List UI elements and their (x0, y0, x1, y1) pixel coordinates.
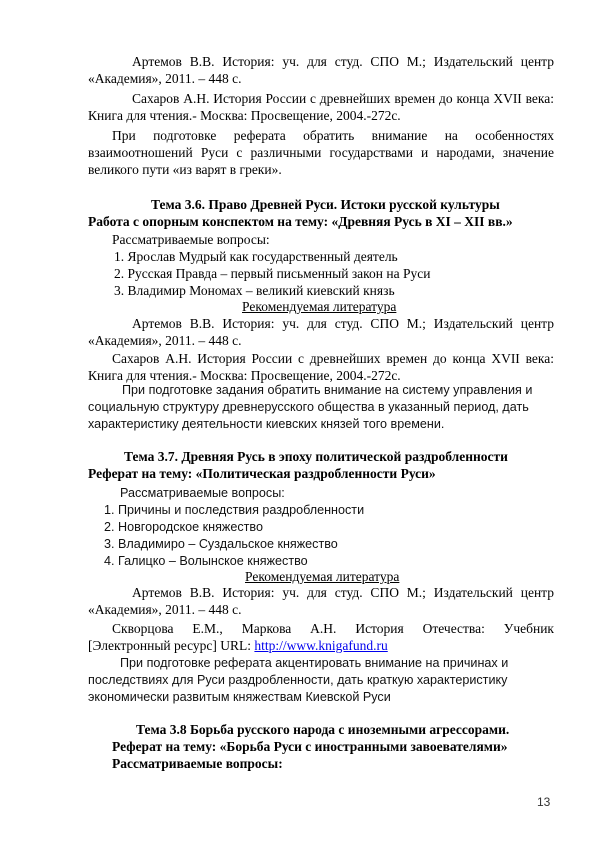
preparation-note-end: характеристику деятельности киевских князей того времени. (88, 417, 445, 431)
questions-label: Рассматриваемые вопросы: (120, 486, 285, 500)
reference-artemov: Артемов В.В. История: уч. для студ. СПО М.; Издательский центр (132, 316, 554, 331)
literature-heading: Рекомендуемая литература (245, 569, 400, 584)
reference-skvortsova: Скворцова Е.М., Маркова А.Н. История Отечества: Учебник (112, 621, 554, 636)
page-number: 13 (537, 795, 551, 809)
topic-3-6-title: Тема 3.6. Право Древней Руси. Истоки русской культуры (151, 197, 500, 212)
question-item: 1. Ярослав Мудрый как государственный деятель (114, 249, 398, 264)
preparation-note-cont: взаимоотношений Руси с различными государствами и народами, значение (88, 145, 554, 160)
topic-3-6-subtitle: Работа с опорным конспектом на тему: «Древняя Русь в XI – XII вв.» (88, 214, 513, 229)
reference-sakharov-cont: Книга для чтения.- Москва: Просвещение, 2004.-272с. (88, 108, 401, 123)
preparation-note-cont: социальную структуру древнерусского общества в указанный период, дать (88, 400, 529, 414)
topic-3-7-title: Тема 3.7. Древняя Русь в эпоху политической раздробленности (124, 449, 508, 464)
reference-artemov-cont: «Академия», 2011. – 448 с. (88, 71, 242, 86)
questions-label: Рассматриваемые вопросы: (112, 232, 270, 247)
reference-artemov-cont: «Академия», 2011. – 448 с. (88, 602, 242, 617)
reference-artemov: Артемов В.В. История: уч. для студ. СПО М.; Издательский центр (132, 54, 554, 69)
topic-3-8-title: Тема 3.8 Борьба русского народа с иноземными агрессорами. (136, 722, 510, 737)
reference-skvortsova-cont (88, 637, 388, 654)
question-item: 3. Владимир Мономах – великий киевский князь (114, 283, 395, 298)
preparation-note: При подготовке реферата обратить внимание на особенностях (112, 128, 554, 143)
reference-artemov-cont: «Академия», 2011. – 448 с. (88, 333, 242, 348)
preparation-note: При подготовке реферата акцентировать внимание на причинах и (120, 656, 509, 670)
reference-sakharov: Сахаров А.Н. История России с древнейших времен до конца XVII века: (132, 91, 554, 106)
topic-3-7-subtitle: Реферат на тему: «Политическая раздробленности Руси» (88, 466, 436, 481)
reference-url-label: [Электронный ресурс] URL: (88, 638, 255, 653)
topic-3-8-subtitle: Реферат на тему: «Борьба Руси с иностранными завоевателями» (112, 739, 508, 754)
question-item: 2. Новгородское княжество (104, 520, 263, 534)
reference-sakharov: Сахаров А.Н. История России с древнейших времен до конца XVII века: (112, 351, 554, 366)
questions-label: Рассматриваемые вопросы: (112, 756, 283, 771)
reference-sakharov-cont: Книга для чтения.- Москва: Просвещение, 2004.-272с. (88, 368, 401, 383)
question-item: 1. Причины и последствия раздробленности (104, 503, 365, 517)
preparation-note-cont: последствиях для Руси раздробленности, дать краткую характеристику (88, 673, 508, 687)
question-item: 3. Владимиро – Суздальское княжество (104, 537, 338, 551)
reference-artemov: Артемов В.В. История: уч. для студ. СПО М.; Издательский центр (132, 585, 554, 600)
knigafund-link[interactable]: http://www.knigafund.ru (254, 638, 388, 653)
question-item: 2. Русская Правда – первый письменный закон на Руси (114, 266, 431, 281)
preparation-note-end: экономически развитым княжествам Киевской Руси (88, 690, 391, 704)
preparation-note-end: великого пути «из варят в греки». (88, 162, 282, 177)
preparation-note: При подготовке задания обратить внимание на систему управления и (122, 383, 533, 397)
question-item: 4. Галицко – Волынское княжество (104, 554, 308, 568)
literature-heading: Рекомендуемая литература (242, 299, 397, 314)
